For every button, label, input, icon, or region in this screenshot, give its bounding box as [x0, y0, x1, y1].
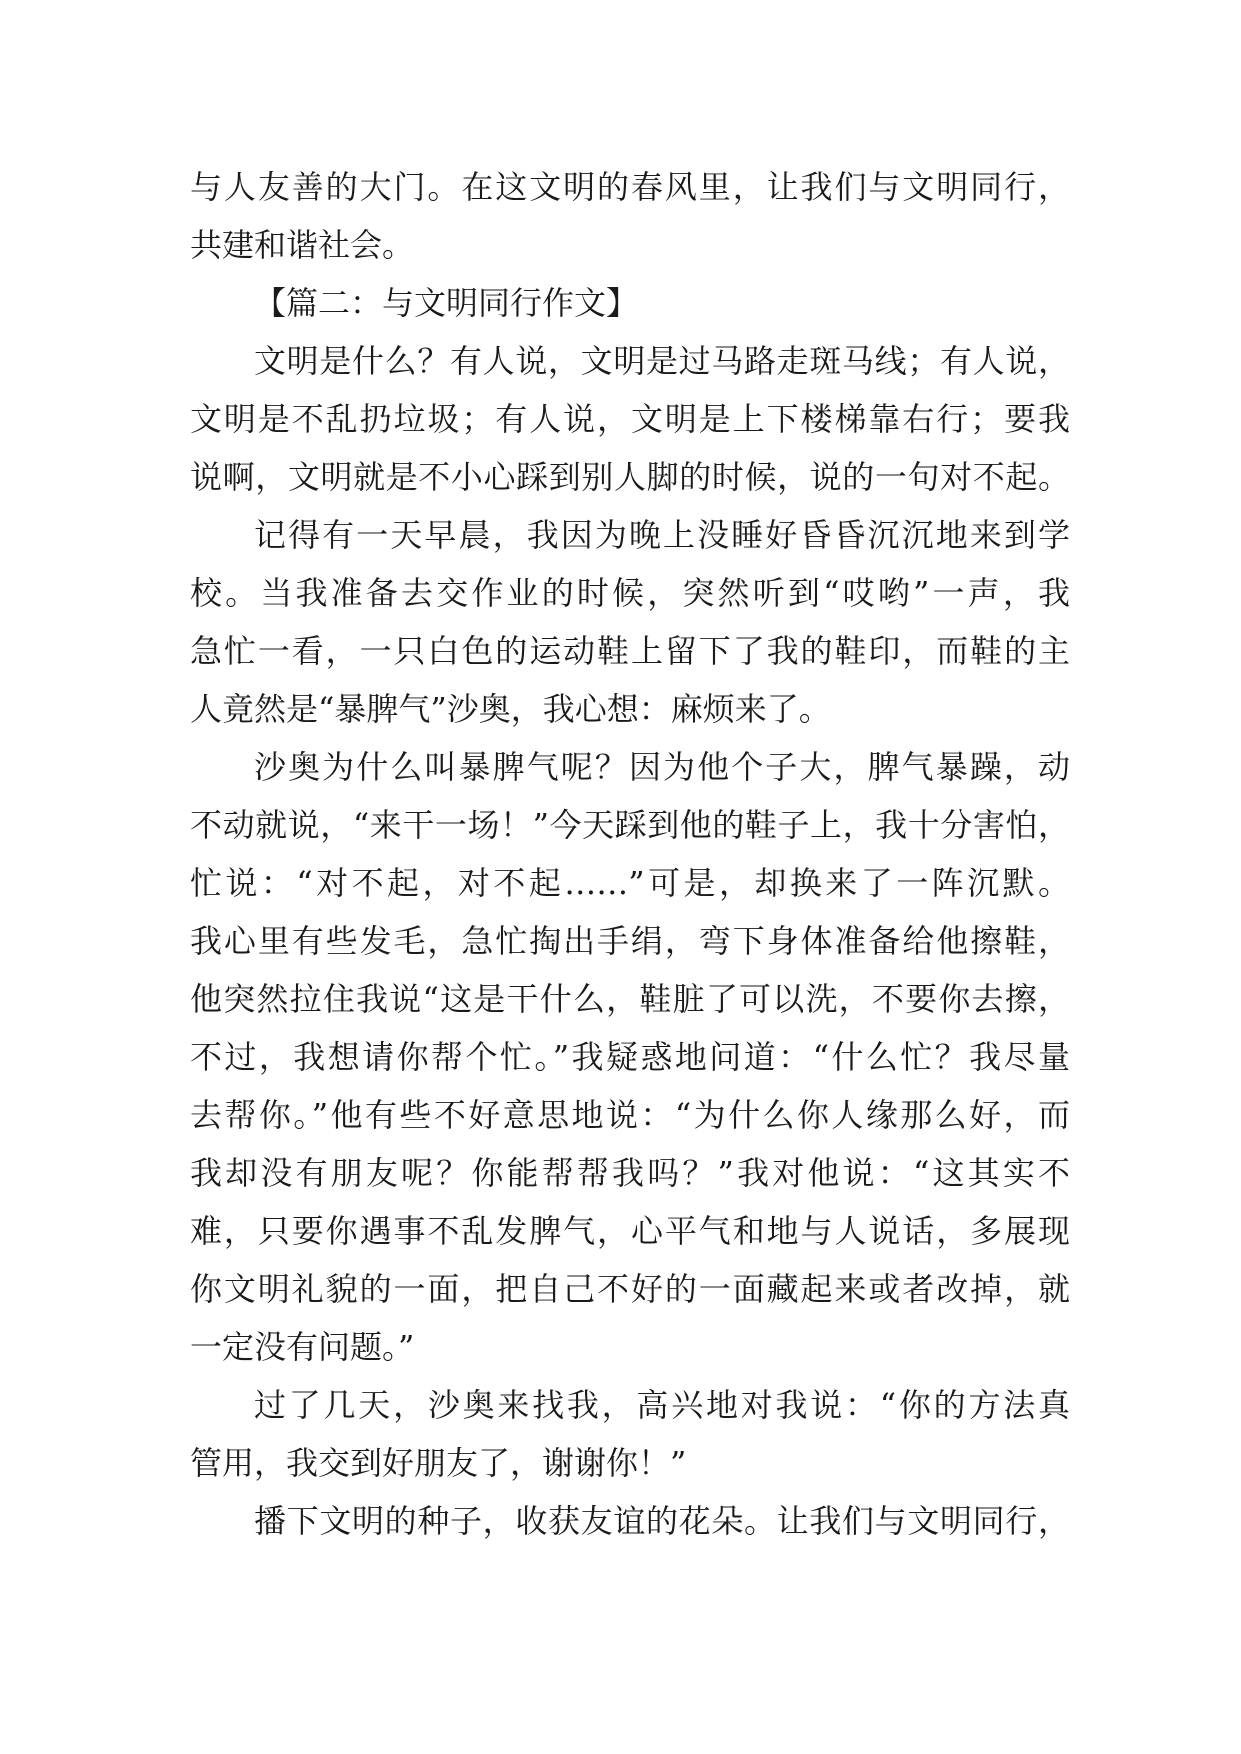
text-line: 去帮你。”他有些不好意思地说：“为什么你人缘那么好，而: [190, 1096, 1070, 1134]
section-heading: 【篇二：与文明同行作文】: [254, 284, 639, 322]
text-line: 管用，我交到好朋友了，谢谢你！”: [190, 1444, 687, 1482]
text-line: 急忙一看，一只白色的运动鞋上留下了我的鞋印，而鞋的主: [190, 632, 1070, 670]
text-line: 说啊，文明就是不小心踩到别人脚的时候，说的一句对不起。: [190, 458, 1070, 496]
text-line: 记得有一天早晨，我因为晚上没睡好昏昏沉沉地来到学: [254, 516, 1070, 554]
text-line: 文明是不乱扔垃圾；有人说，文明是上下楼梯靠右行；要我: [190, 400, 1070, 438]
essay-body: [190, 158, 1070, 1550]
text-line: 不过，我想请你帮个忙。”我疑惑地问道：“什么忙？我尽量: [190, 1038, 1070, 1076]
text-line: 难，只要你遇事不乱发脾气，心平气和地与人说话，多展现: [190, 1212, 1070, 1250]
text-line: 与人友善的大门。在这文明的春风里，让我们与文明同行，: [190, 168, 1070, 206]
text-line: 一定没有问题。”: [190, 1328, 415, 1366]
text-line: 你文明礼貌的一面，把自己不好的一面藏起来或者改掉，就: [190, 1270, 1070, 1308]
text-line: 我却没有朋友呢？你能帮帮我吗？”我对他说：“这其实不: [190, 1154, 1070, 1192]
text-line: 播下文明的种子，收获友谊的花朵。让我们与文明同行，: [254, 1502, 1070, 1540]
text-line: 过了几天，沙奥来找我，高兴地对我说：“你的方法真: [254, 1386, 1070, 1424]
text-line: 沙奥为什么叫暴脾气呢？因为他个子大，脾气暴躁，动: [254, 748, 1070, 786]
text-line: 不动就说，“来干一场！”今天踩到他的鞋子上，我十分害怕，: [190, 806, 1070, 844]
text-line: 我心里有些发毛，急忙掏出手绢，弯下身体准备给他擦鞋，: [190, 922, 1070, 960]
text-line: 忙说：“对不起，对不起……”可是，却换来了一阵沉默。: [190, 864, 1070, 902]
text-line: 共建和谐社会。: [190, 226, 415, 264]
text-line: 文明是什么？有人说，文明是过马路走斑马线；有人说，: [254, 342, 1070, 380]
text-line: 他突然拉住我说“这是干什么，鞋脏了可以洗，不要你去擦，: [190, 980, 1070, 1018]
text-line: 校。当我准备去交作业的时候，突然听到“哎哟”一声，我: [190, 574, 1070, 612]
text-line: 人竟然是“暴脾气”沙奥，我心想：麻烦来了。: [190, 690, 831, 728]
